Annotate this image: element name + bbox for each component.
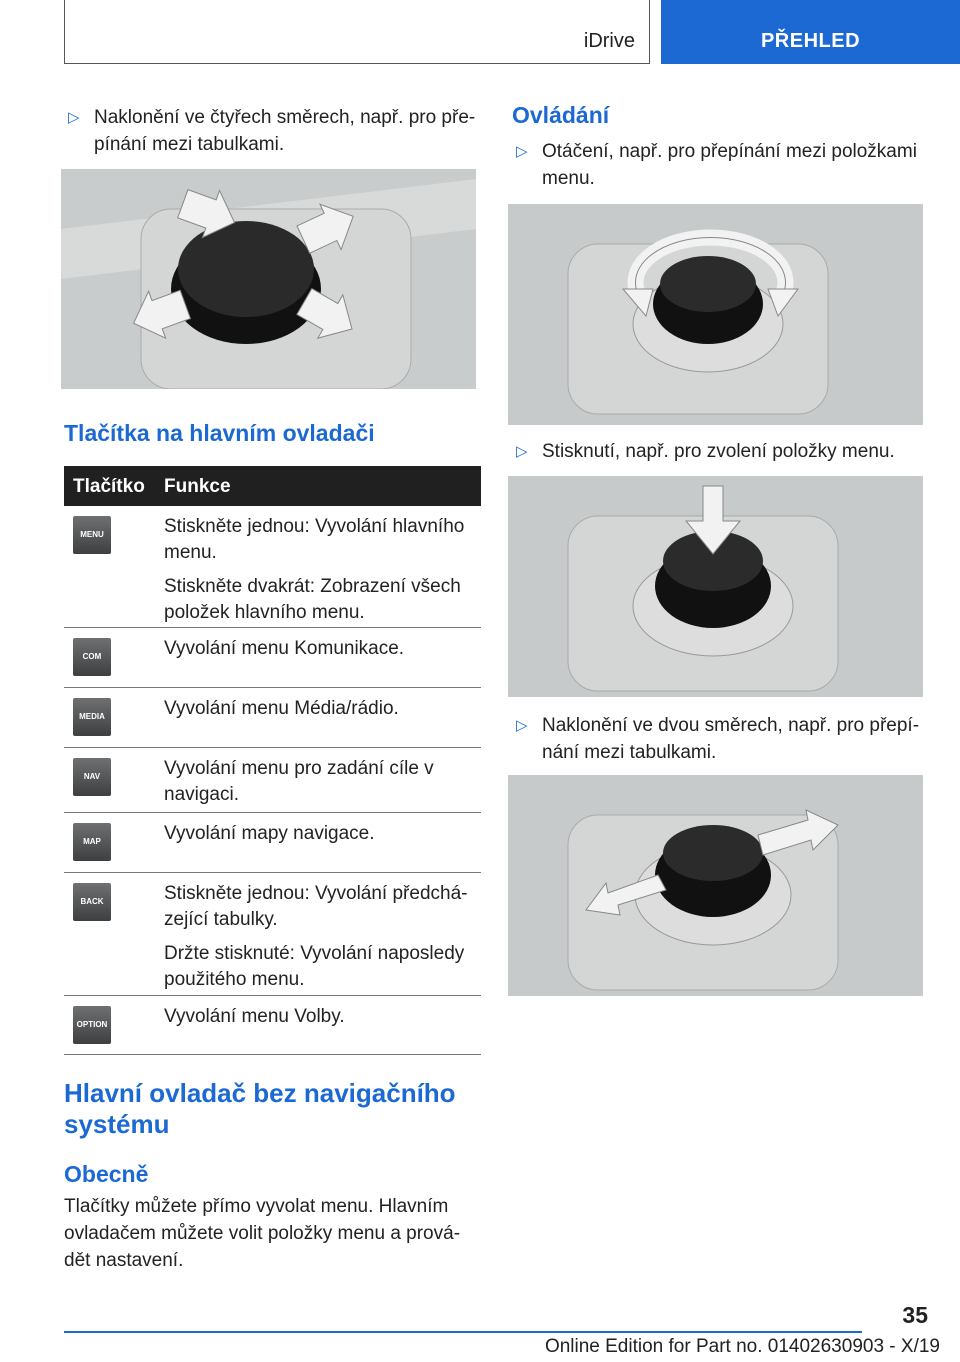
back-button-icon: BACK [73,883,111,921]
controller-rotate-image [508,204,923,425]
header-chapter-tab[interactable] [661,0,960,64]
table-row: NAV Vyvolání menu pro zadání cíle v navigaci. [64,748,481,813]
table-row: MEDIA Vyvolání menu Média/rádio. [64,688,481,748]
page-number: 35 [902,1302,928,1328]
table-header-function: Funkce [164,476,231,497]
com-button-icon: COM [73,638,111,676]
controller-two-direction-image [508,775,923,996]
bullet-triangle-icon: ▷ [516,717,528,734]
left-bullet-1: ▷ Naklonění ve čtyřech směrech, např. pro přepínání mezi tabulkami. [64,104,484,158]
table-row: MENU Stiskněte jednou: Vyvolání hlavního menu. Stiskněte dvakrát: Zobrazení všech položek hlavního menu. [64,506,481,628]
header-chapter-title: PŘEHLED [760,30,861,52]
table-row: BACK Stiskněte jednou: Vyvolání předcházející tabulky. Držte stisknuté: Vyvolání naposledy použitého menu. [64,873,481,996]
table-row: OPTION Vyvolání menu Volby. [64,996,481,1055]
heading-controller-no-nav: Hlavní ovladač bez navigačního systému [64,1078,456,1139]
footer-edition: Online Edition for Part no. 01402630903 - X/19 [544,1336,940,1357]
table-header-button: Tlačítko [73,476,145,497]
table-row: COM Vyvolání menu Komunikace. [64,628,481,688]
controller-four-direction-image [61,169,476,389]
right-bullet-3: ▷ Naklonění ve dvou směrech, např. pro přepínání mezi tabulkami. [512,712,927,766]
map-button-icon: MAP [73,823,111,861]
general-paragraph: Tlačítky můžete přímo vyvolat menu. Hlavním ovladačem můžete volit položky menu a provádět nastavení. [64,1196,461,1271]
heading-control: Ovládání [512,102,610,128]
header-section-box [64,0,650,64]
media-button-icon: MEDIA [73,698,111,736]
right-bullet-2: ▷ Stisknutí, např. pro zvolení položky menu. [512,438,927,465]
bullet-triangle-icon: ▷ [68,109,80,126]
table-header [64,466,481,506]
controller-press-image [508,476,923,697]
option-button-icon: OPTION [73,1006,111,1044]
heading-general: Obecně [64,1161,149,1187]
footer-divider [64,1331,862,1333]
right-bullet-1: ▷ Otáčení, např. pro přepínání mezi položkami menu. [512,138,927,192]
menu-button-icon: MENU [73,516,111,554]
bullet-triangle-icon: ▷ [516,443,528,460]
table-row: MAP Vyvolání mapy navigace. [64,813,481,873]
header-section-title: iDrive [583,30,635,52]
nav-button-icon: NAV [73,758,111,796]
heading-buttons-main-controller: Tlačítka na hlavním ovladači [64,420,375,446]
buttons-table [64,466,481,1055]
bullet-triangle-icon: ▷ [516,143,528,160]
